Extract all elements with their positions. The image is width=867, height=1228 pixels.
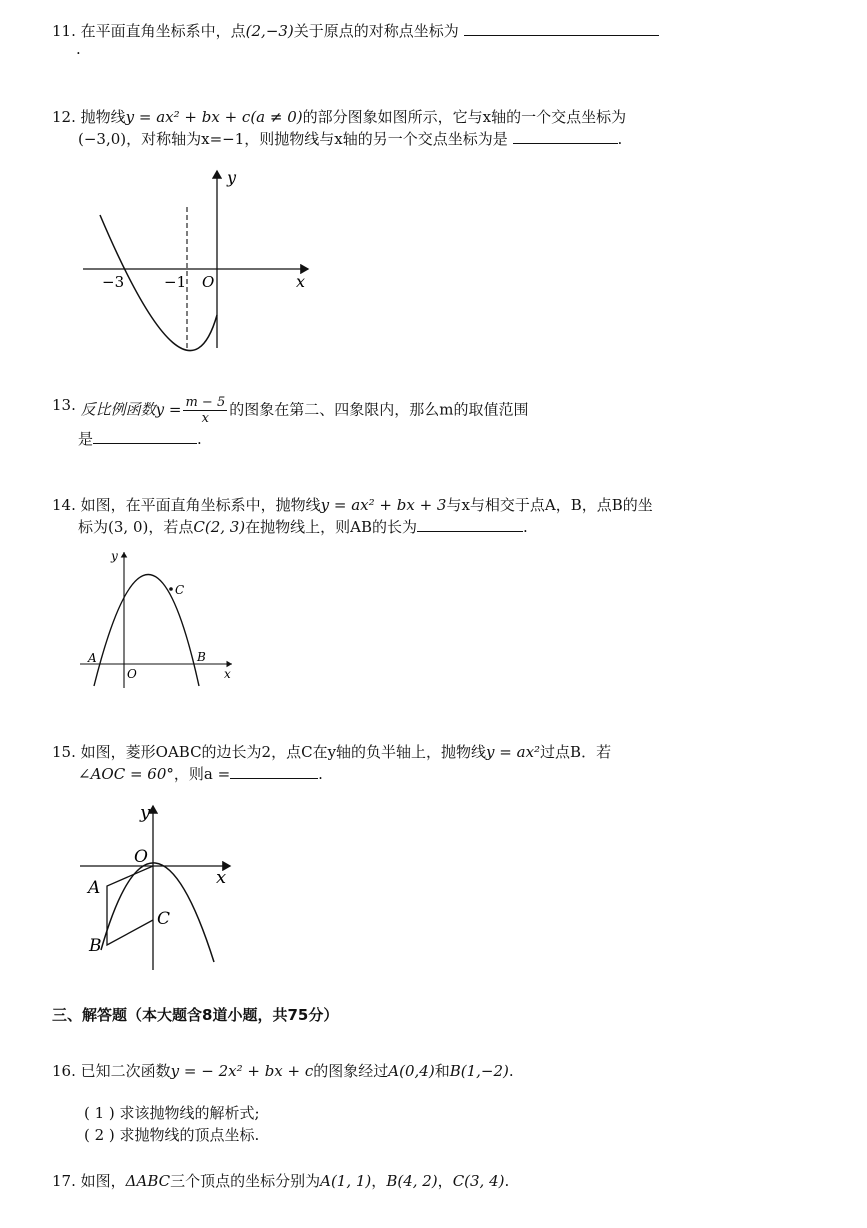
q12-line2 xyxy=(78,128,622,149)
q14-label-c: C xyxy=(175,583,185,597)
q17-text-b: 三个顶点的坐标分别为 xyxy=(170,1172,321,1190)
q15-number: 15. xyxy=(52,743,76,761)
q13-text-b: 的图象在第二、四象限内，那么m的取值范围 xyxy=(229,400,529,419)
q14-text-c: 标为 xyxy=(78,518,109,536)
q12-tick-neg1: −1 xyxy=(164,273,187,291)
q12-x-label: x xyxy=(296,272,306,291)
q17-comma-2: ， xyxy=(437,1172,453,1190)
q15-rhombus xyxy=(107,866,153,945)
q13-line2 xyxy=(78,428,202,449)
q12-number: 12. xyxy=(52,108,76,126)
q15-line1 xyxy=(52,741,611,762)
q14-text-a: 如图，在平面直角坐标系中，抛物线 xyxy=(80,496,321,514)
q12-graph xyxy=(80,165,320,355)
q11-point: (2,−3) xyxy=(245,22,294,40)
q14-period: . xyxy=(523,518,528,536)
q15-text-a: 如图，菱形OABC的边长为2，点C在y轴的负半轴上，抛物线 xyxy=(80,743,487,761)
q17-point-b: B(4, 2) xyxy=(386,1172,438,1190)
q16-period: . xyxy=(508,1062,514,1080)
q14-y-label: y xyxy=(111,549,118,563)
q14-number: 14. xyxy=(52,496,76,514)
q14-origin-label: O xyxy=(127,667,137,681)
q11-answer-blank[interactable] xyxy=(464,21,659,36)
q12-line1 xyxy=(52,106,626,127)
q12-formula: y = ax² + bx + c(a ≠ 0) xyxy=(125,108,303,126)
q13-frac-den: x xyxy=(201,411,209,426)
q16-text-b: 的图象经过 xyxy=(313,1062,389,1080)
q15-graph xyxy=(78,800,243,975)
q12-answer-blank[interactable] xyxy=(513,129,618,144)
q14-x-label: x xyxy=(224,667,231,681)
q13-line1 xyxy=(52,396,528,425)
q12-origin-label: O xyxy=(202,273,215,291)
q13-frac-num: m − 5 xyxy=(185,395,226,410)
q16-sub1: ( 1 ) 求该抛物线的解析式; xyxy=(84,1104,260,1122)
q15-y-label: y xyxy=(140,802,151,823)
q11-text-b: 关于原点的对称点坐标为 xyxy=(293,22,459,40)
q11-number: 11. xyxy=(52,22,76,40)
q15-line2 xyxy=(78,763,323,784)
q15-text-b: 过点B．若 xyxy=(540,743,612,761)
q13-text-c: 是 xyxy=(78,430,94,448)
q13-text-a: 反比例函数y = xyxy=(80,400,182,419)
q17-triangle: ΔABC xyxy=(125,1172,171,1190)
q15-angle: ∠AOC = 60° xyxy=(78,765,174,783)
q16-formula: y = − 2x² + bx + c xyxy=(170,1062,314,1080)
q14-point-c: C(2, 3) xyxy=(193,518,246,536)
q14-formula: y = ax² + bx + 3 xyxy=(320,496,447,514)
q14-line1 xyxy=(52,494,653,515)
q16-line1 xyxy=(52,1060,514,1081)
q14-label-a: A xyxy=(88,651,97,665)
q16-text-a: 已知二次函数 xyxy=(80,1062,171,1080)
q11-line1 xyxy=(52,20,659,41)
q13-period: . xyxy=(197,430,202,448)
q12-text-c: ，对称轴为x=−1，则抛物线与x轴的另一个交点坐标为是 xyxy=(126,130,508,148)
q15-label-a: A xyxy=(88,878,101,898)
q17-text-a: 如图， xyxy=(80,1172,126,1190)
q14-point-c-dot xyxy=(169,587,173,591)
q16-point-b: B(1,−2) xyxy=(449,1062,509,1080)
q15-answer-blank[interactable] xyxy=(230,764,318,779)
q14-text-d: ，若点 xyxy=(148,518,194,536)
q11-text-a: 在平面直角坐标系中，点 xyxy=(80,22,246,40)
q17-line1 xyxy=(52,1170,509,1191)
q15-label-b: B xyxy=(89,936,102,956)
q14-graph xyxy=(78,548,243,693)
q15-x-label: x xyxy=(216,867,227,888)
q12-text-a: 抛物线 xyxy=(80,108,126,126)
q15-period: . xyxy=(318,765,323,783)
q12-tick-neg3: −3 xyxy=(102,273,125,291)
q17-point-c: C(3, 4) xyxy=(452,1172,505,1190)
q14-text-e: 在抛物线上，则AB的长为 xyxy=(245,518,418,536)
q13-number: 13. xyxy=(52,396,76,414)
q14-label-b: B xyxy=(197,650,206,664)
q15-text-c: ，则a = xyxy=(173,765,231,783)
q14-point-b: (3, 0) xyxy=(108,518,149,536)
q11-period: . xyxy=(76,40,81,58)
q16-number: 16. xyxy=(52,1062,76,1080)
q16-text-c: 和 xyxy=(434,1062,450,1080)
section-3-title: 三、解答题（本大题含8道小题，共75分） xyxy=(52,1006,339,1024)
q17-point-a: A(1, 1) xyxy=(320,1172,372,1190)
q15-formula: y = ax² xyxy=(486,743,541,761)
q16-point-a: A(0,4) xyxy=(388,1062,435,1080)
q17-number: 17. xyxy=(52,1172,76,1190)
q16-sub2: ( 2 ) 求抛物线的顶点坐标. xyxy=(84,1126,260,1144)
q14-text-b: 与x与相交于点A，B，点B的坐 xyxy=(446,496,653,514)
q15-label-c: C xyxy=(157,909,171,929)
q12-y-label: y xyxy=(227,168,237,187)
q12-point: (−3,0) xyxy=(78,130,127,148)
q13-fraction xyxy=(183,396,227,425)
q17-comma-1: ， xyxy=(371,1172,387,1190)
q14-line2 xyxy=(78,516,528,537)
q17-period: . xyxy=(504,1172,510,1190)
q12-text-b: 的部分图象如图所示，它与x轴的一个交点坐标为 xyxy=(302,108,627,126)
q15-origin-label: O xyxy=(134,847,148,867)
q14-answer-blank[interactable] xyxy=(417,517,523,532)
q13-answer-blank[interactable] xyxy=(93,429,197,444)
q12-period: . xyxy=(617,130,623,148)
